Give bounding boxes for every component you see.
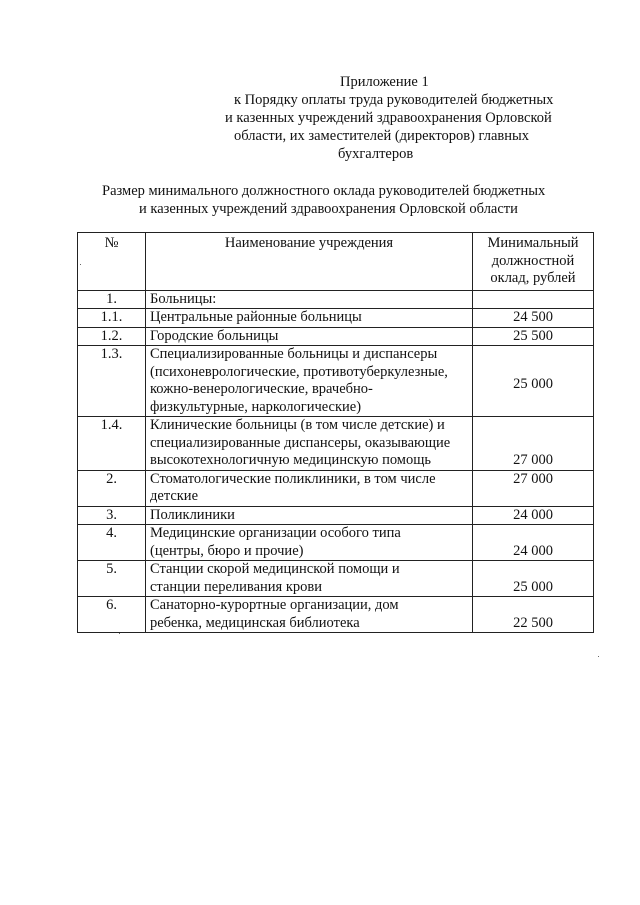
row-name (146, 417, 473, 471)
row-salary: 27 000 (473, 470, 594, 506)
row-name (146, 525, 473, 561)
table-row (78, 506, 594, 525)
heading-line-1: Размер минимального должностного оклада руководителей бюджетных (102, 183, 546, 199)
header-salary (473, 233, 594, 291)
row-salary: 25 000 (473, 346, 594, 417)
row-name-line: Стоматологические поликлиники, в том числе (150, 470, 436, 487)
row-salary: 24 000 (473, 525, 594, 561)
row-name-line: физкультурные, наркологические) (150, 398, 362, 415)
appendix-line-4: бухгалтеров (338, 146, 414, 162)
row-name (146, 346, 473, 417)
table-row (78, 417, 594, 471)
table-row (78, 346, 594, 417)
row-name-line: кожно-венерологические, врачебно- (150, 381, 373, 397)
row-number: 2. (78, 470, 146, 506)
table-row (78, 309, 594, 328)
row-name-line: детские (150, 488, 199, 504)
row-name-line: Клинические больницы (в том числе детские) и (150, 417, 445, 433)
table-row (78, 597, 594, 633)
table-row (78, 327, 594, 346)
salary-table (77, 232, 594, 633)
row-name (146, 470, 473, 506)
row-number: 1.1. (78, 309, 146, 328)
row-number: 1. (78, 290, 146, 309)
header-number: № (78, 233, 146, 291)
appendix-line-1: к Порядку оплаты труда руководителей бюджетных (234, 92, 554, 108)
row-number: 5. (78, 561, 146, 597)
row-name-line: (психоневрологические, противотуберкулезные, (150, 363, 448, 380)
table-row (78, 470, 594, 506)
scan-speck (80, 264, 81, 265)
row-name (146, 309, 473, 328)
row-name-line: высокотехнологичную медицинскую помощь (150, 452, 432, 468)
row-number: 3. (78, 506, 146, 525)
row-number: 1.4. (78, 417, 146, 471)
row-salary: 25 500 (473, 327, 594, 346)
row-salary: 27 000 (473, 417, 594, 471)
row-name-line: Больницы: (150, 290, 217, 307)
table-header-row (78, 233, 594, 291)
row-name-line: станции переливания крови (150, 578, 322, 595)
row-name (146, 597, 473, 633)
appendix-title: Приложение 1 (340, 74, 429, 90)
row-name-line: Санаторно-курортные организации, дом (150, 597, 399, 613)
header-name: Наименование учреждения (146, 233, 473, 291)
appendix-line-2: и казенных учреждений здравоохранения Орловской (225, 110, 552, 126)
row-name-line: ребенка, медицинская библиотека (150, 614, 360, 631)
header-salary-line: оклад, рублей (490, 270, 576, 286)
table-row (78, 290, 594, 309)
row-salary: 25 000 (473, 561, 594, 597)
row-name-line: Станции скорой медицинской помощи и (150, 561, 400, 577)
scan-speck (119, 633, 120, 634)
row-name-line: Городские больницы (150, 327, 279, 344)
row-name-line: Поликлиники (150, 506, 235, 523)
row-name-line: (центры, бюро и прочие) (150, 542, 304, 559)
row-name (146, 561, 473, 597)
scan-speck (598, 656, 599, 657)
row-name-line: специализированные диспансеры, оказывающие (150, 434, 451, 451)
table-row (78, 525, 594, 561)
row-salary: 24 000 (473, 506, 594, 525)
heading-line-2: и казенных учреждений здравоохранения Орловской области (139, 201, 518, 217)
row-salary: 24 500 (473, 309, 594, 328)
header-salary-line: должностной (491, 252, 575, 269)
row-name (146, 506, 473, 525)
row-name (146, 327, 473, 346)
row-name-line: Медицинские организации особого типа (150, 525, 401, 541)
row-name-line: Специализированные больницы и диспансеры (150, 346, 438, 362)
row-number: 4. (78, 525, 146, 561)
appendix-line-3: области, их заместителей (директоров) главных (234, 128, 530, 144)
row-number: 6. (78, 597, 146, 633)
row-number: 1.2. (78, 327, 146, 346)
header-salary-line: Минимальный (487, 235, 579, 251)
row-name (146, 290, 473, 309)
row-salary (473, 290, 594, 309)
row-name-line: Центральные районные больницы (150, 309, 362, 325)
table-row (78, 561, 594, 597)
row-number: 1.3. (78, 346, 146, 417)
row-salary: 22 500 (473, 597, 594, 633)
